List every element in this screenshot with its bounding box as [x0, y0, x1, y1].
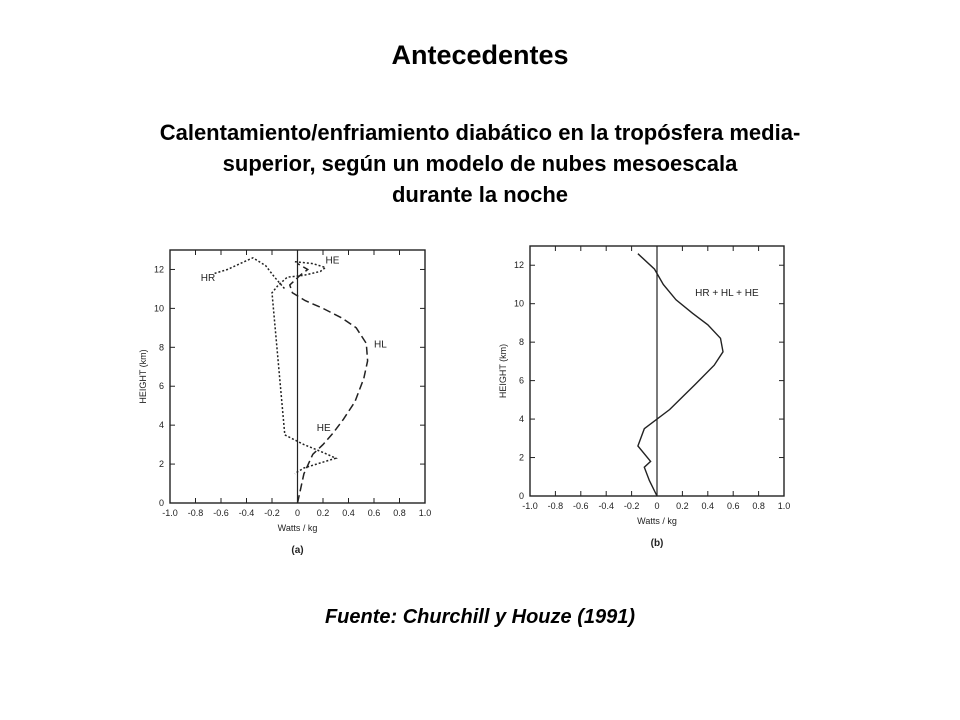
series-label: HE [316, 422, 331, 434]
x-tick-label: -1.0 [522, 501, 538, 511]
chart-a [130, 240, 450, 580]
chart-b [488, 236, 808, 576]
x-tick-label: -0.2 [623, 501, 640, 511]
x-tick-label: 1.0 [418, 508, 432, 518]
x-tick-label: -0.2 [264, 508, 280, 518]
panel-label: (a) [291, 545, 304, 556]
series-hl [290, 264, 368, 503]
subtitle-line-1: Calentamiento/enfriamiento diabático en la tropósfera media- [159, 120, 801, 145]
x-tick-label: -1.0 [162, 508, 178, 518]
y-tick-label: 2 [518, 452, 524, 463]
series-hr [215, 258, 285, 289]
x-tick-label: 0.8 [752, 501, 765, 511]
page-title: Antecedentes [391, 40, 569, 70]
y-tick-label: 4 [158, 420, 164, 431]
x-tick-label: 0.4 [701, 501, 715, 511]
panel-label: (b) [650, 538, 664, 549]
x-tick-label: -0.4 [238, 508, 255, 518]
y-tick-label: 12 [513, 260, 524, 271]
x-tick-label: 0.6 [726, 501, 740, 511]
subtitle-line-2: superior, según un modelo de nubes mesoescala [222, 151, 738, 176]
x-tick-label: -0.8 [187, 508, 204, 518]
y-axis-title: HEIGHT (km) [498, 343, 508, 399]
y-tick-label: 6 [518, 375, 524, 386]
x-axis-title: Watts / kg [277, 523, 318, 533]
y-tick-label: 4 [518, 414, 524, 425]
series-label: HR [200, 273, 216, 285]
y-tick-label: 0 [158, 498, 164, 508]
y-tick-label: 8 [158, 342, 164, 353]
x-tick-label: 0.8 [393, 508, 406, 518]
x-tick-label: -0.6 [573, 501, 589, 511]
x-tick-label: 0.2 [316, 508, 330, 518]
y-tick-label: 10 [513, 298, 524, 309]
x-tick-label: 0.6 [367, 508, 381, 518]
y-tick-label: 8 [518, 337, 524, 348]
x-tick-label: 0 [654, 501, 660, 511]
x-tick-label: 0.4 [342, 508, 355, 518]
series-he [272, 262, 336, 474]
x-tick-label: -0.4 [598, 501, 614, 511]
y-tick-label: 10 [153, 303, 164, 314]
series-label: HR + HL + HE [695, 288, 759, 299]
x-tick-label: 1.0 [777, 501, 791, 511]
x-tick-label: 0 [294, 508, 301, 518]
series-label: HE [325, 255, 340, 267]
series-label: HL [374, 339, 387, 351]
page-subtitle [60, 117, 900, 210]
y-tick-label: 6 [158, 381, 164, 392]
y-axis-title: HEIGHT (km) [138, 349, 148, 404]
x-tick-label: 0.2 [676, 501, 689, 511]
y-tick-label: 0 [518, 491, 524, 501]
y-tick-label: 2 [158, 459, 164, 470]
subtitle-line-3: durante la noche [391, 182, 569, 207]
y-tick-label: 12 [153, 264, 164, 275]
x-axis-title: Watts / kg [637, 516, 677, 526]
x-tick-label: -0.6 [213, 508, 229, 518]
x-tick-label: -0.8 [547, 501, 564, 511]
source-citation: Fuente: Churchill y Houze (1991) [324, 606, 636, 628]
